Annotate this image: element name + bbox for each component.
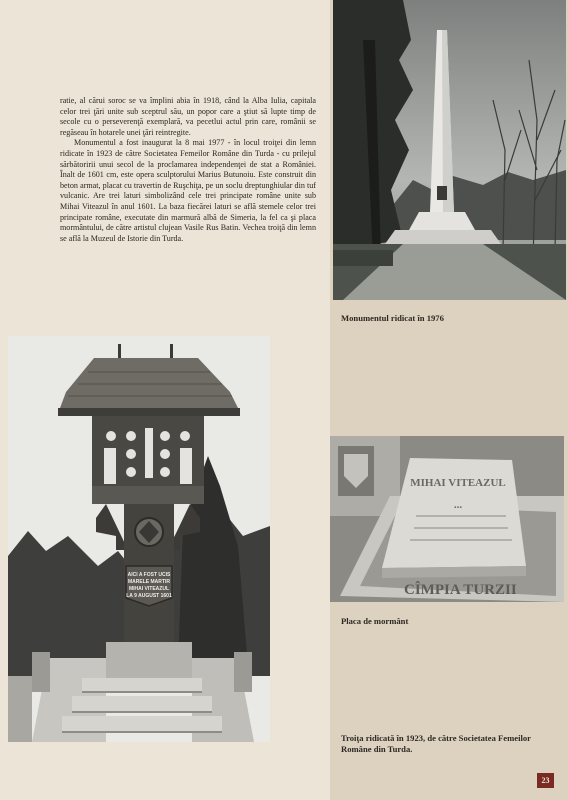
troita-plaque-line-4: LA 9 AUGUST 1601: [126, 593, 172, 599]
troita-plaque-line-1: AICI A FOST UCIS: [127, 572, 171, 578]
paragraph-2: Monumentul a fost inaugurat la 8 mai 1977 - în locul troiţei din lemn ridicate în 1923 de către Societatea Femeilor Române din Turda - cu prilejul sărbătoririi unui secol de la proclamarea independenţei de stat a României. Înalt de 1601 cm, este opera sculptorului Marius Butunoiu. Este construit din beton armat, placat cu travertin de Ruşchiţa, pe un soclu dreptunghiular din tuf vulcanic. Are trei laturi simbolizând cele trei principate române unite sub Mihai Viteazul în anul 1601. La baza fiecărei laturi se află stemele celor trei principate române, executate din marmură albă de Simeria, la fel ca şi placa mormântului, de către artistul clujean Vasile Rus Batin. Vechea troiţă din lemn se află la Muzeul de Istorie din Turda.: [60, 138, 316, 243]
article-body: [60, 96, 316, 244]
caption-troita: Troiţa ridicată în 1923, de către Societatea Femeilor Române din Turda.: [341, 733, 531, 754]
caption-placa: Placa de mormânt: [341, 616, 409, 626]
troita-plaque-line-3: MIHAI VITEAZUL: [129, 586, 169, 592]
tomb-border-text: CÎMPIA TURZII: [404, 582, 517, 598]
paragraph-1: ratie, al cărui soroc se va împlini abia în 1918, când la Alba Iulia, capitala celor trei ţări unite sub sceptrul său, un popor care a ştiut să lupte timp de secole cu o perseverenţă exemplară, va pecetlui actul prin care, românii se regăseau în hotarele unei ţări reintregite.: [60, 96, 316, 137]
tomb-slab-line-2: ...: [453, 499, 463, 511]
monument-photo: [333, 0, 566, 300]
page-number: 23: [537, 773, 554, 788]
tomb-slab-photo: [330, 436, 564, 602]
troita-plaque-line-2: MARELE MARTIR: [128, 579, 170, 585]
troita-photo: [8, 336, 270, 742]
caption-monument: Monumentul ridicat în 1976: [341, 313, 444, 323]
tomb-slab-line-1: MIHAI VITEAZUL: [410, 477, 506, 489]
